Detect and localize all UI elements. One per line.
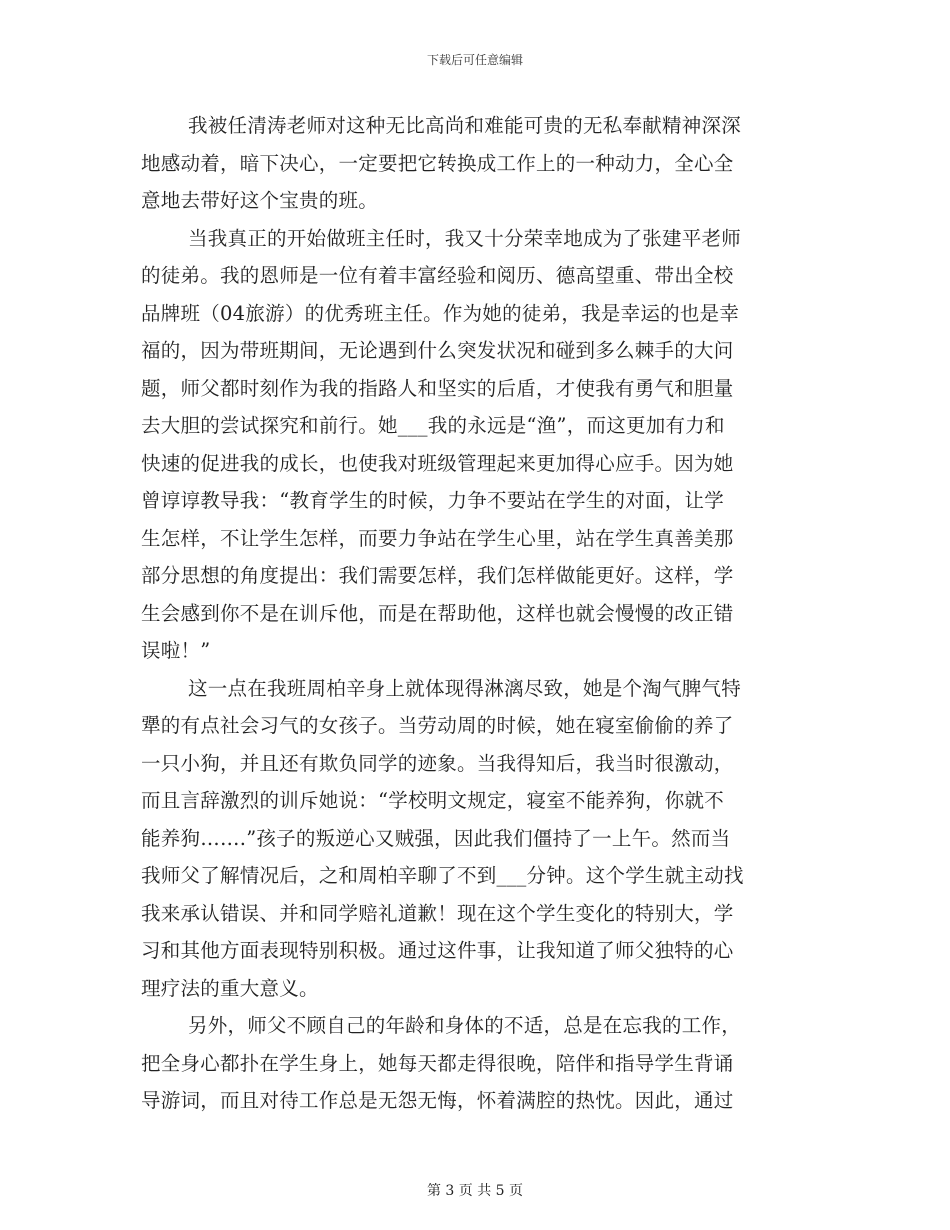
- text-line: 生会感到你不是在训斥他，而是在帮助他，这样也就会慢慢的改正错: [141, 601, 734, 625]
- text-line: 快速的促进我的成长，也使我对班级管理起来更加得心应手。因为她: [141, 451, 734, 475]
- text-line: 习和其他方面表现特别积极。通过这件事，让我知道了师父独特的心: [141, 939, 734, 962]
- page-footer: 第 3 页 共 5 页: [426, 1183, 524, 1199]
- text-line: 另外，师父不顾自己的年龄和身体的不适，总是在忘我的工作，: [188, 1014, 742, 1037]
- text-line: 导游词，而且对待工作总是无怨无悔，怀着满腔的热忱。因此，通过: [141, 1089, 734, 1112]
- text-line: 当我真正的开始做班主任时，我又十分荣幸地成为了张建平老师: [188, 226, 742, 250]
- text-line: 一只小狗，并且还有欺负同学的迹象。当我得知后，我当时很激动，: [141, 751, 734, 775]
- text-line: 我被任清涛老师对这种无比高尚和难能可贵的无私奉献精神深深: [188, 114, 742, 137]
- text-line: 品牌班（04旅游）的优秀班主任。作为她的徒弟，我是幸运的也是幸: [141, 301, 740, 325]
- text-line: 部分思想的角度提出：我们需要怎样，我们怎样做能更好。这样，学: [141, 564, 734, 587]
- text-line: 这一点在我班周柏辛身上就体现得淋漓尽致，她是个淘气脾气特: [188, 676, 742, 700]
- text-line: 的徒弟。我的恩师是一位有着丰富经验和阅历、德高望重、带出全校: [141, 264, 734, 287]
- text-line: 犟的有点社会习气的女孩子。当劳动周的时候，她在寝室偷偷的养了: [141, 714, 734, 737]
- text-line: 曾谆谆教导我：“教育学生的时候，力争不要站在学生的对面，让学: [141, 489, 724, 512]
- text-line: 误啦！”: [141, 639, 211, 662]
- text-line: 理疗法的重大意义。: [141, 976, 319, 1000]
- text-line: 把全身心都扑在学生身上，她每天都走得很晚，陪伴和指导学生背诵: [141, 1051, 734, 1075]
- text-line: 我来承认错误、并和同学赔礼道歉！现在这个学生变化的特别大，学: [141, 901, 734, 925]
- text-line: 去大胆的尝试探究和前行。她___我的永远是“渔”，而这更加有力和: [141, 414, 725, 437]
- document-body: [141, 107, 813, 1120]
- text-line: 我师父了解情况后，之和周柏辛聊了不到___分钟。这个学生就主动找: [141, 864, 744, 887]
- text-line: 而且言辞激烈的训斥她说：“学校明文规定，寝室不能养狗，你就不: [141, 789, 724, 812]
- page-header: 下载后可任意编辑: [426, 53, 523, 67]
- text-line: 能养狗…….”孩子的叛逆心又贼强，因此我们僵持了一上午。然而当: [141, 826, 731, 850]
- text-line: 地感动着，暗下决心，一定要把它转换成工作上的一种动力，全心全: [141, 151, 734, 175]
- text-line: 福的，因为带班期间，无论遇到什么突发状况和碰到多么棘手的大问: [141, 339, 734, 362]
- text-line: 意地去带好这个宝贵的班。: [141, 189, 379, 212]
- text-line: 生怎样，不让学生怎样，而要力争站在学生心里，站在学生真善美那: [141, 526, 734, 550]
- text-line: 题，师父都时刻作为我的指路人和坚实的后盾，才使我有勇气和胆量: [141, 376, 734, 400]
